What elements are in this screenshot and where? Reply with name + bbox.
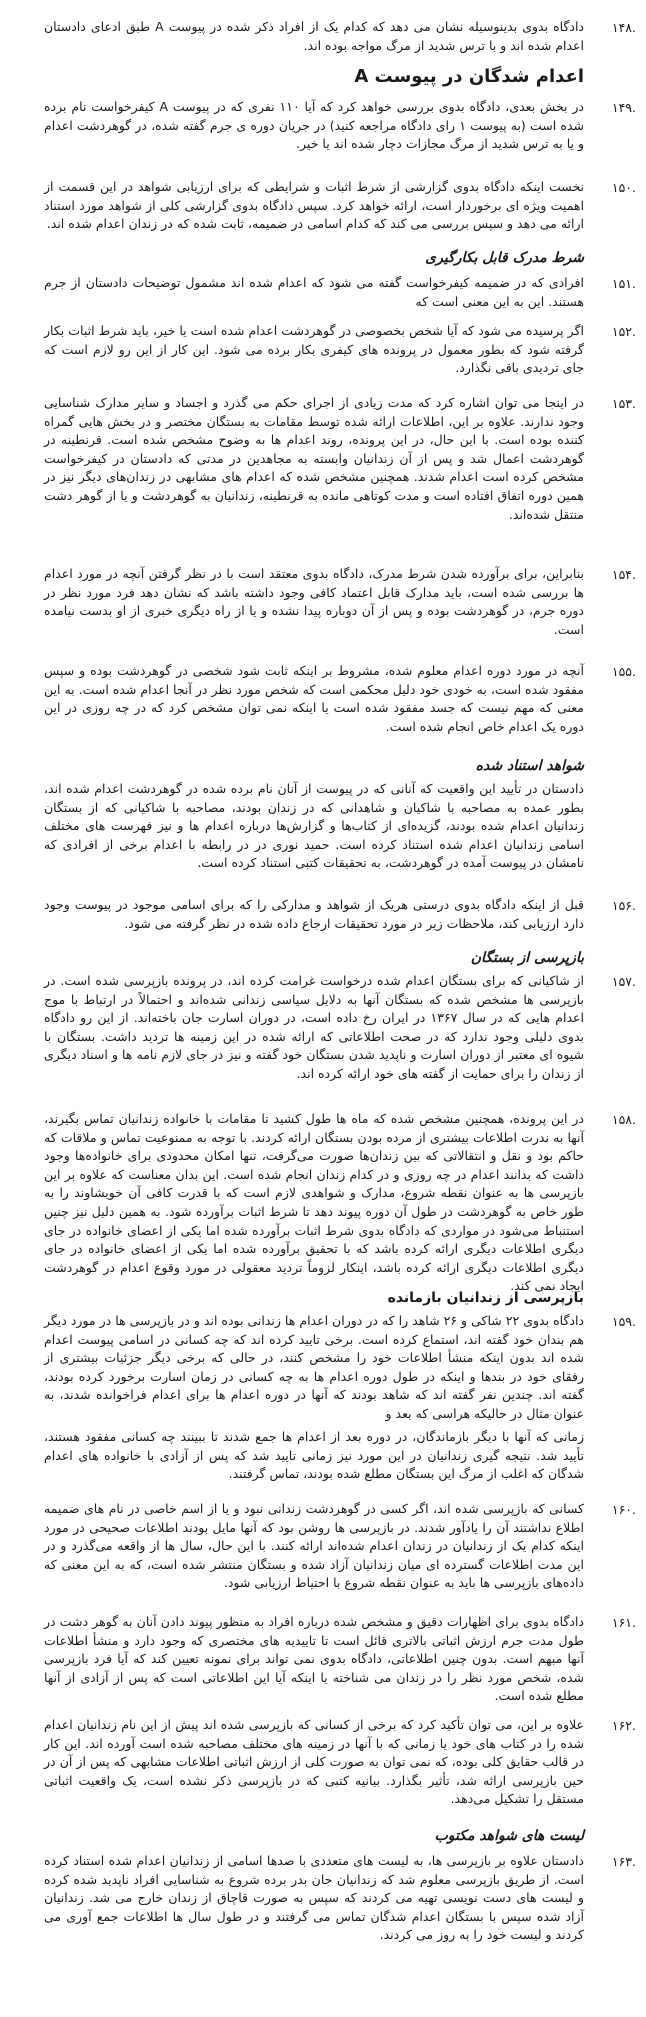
paragraph-text: کسانی که بازپرسی شده اند، اگر کسی در گوهردشت زندانی نبود و یا از اسم خاصی در نام های ضمیمه اطلاع نداشتند آن را یادآور شدند. در بازپرسی ها روشن بود که آنها مایل بودند اطلاعات صحیحی در مورد اینکه کدام یک از زندانیان در زندان اعدام شده‌اند ارائه کنند. با این حال، سال ها از واقعه می‌گذرد و در این مدت اطلاعات گسترده ای میان زندانیان آزاد شده و بستگان منتشر شده است، که به این معنی که داده‌های بازپرسی ها باید به عنوان نقطه شروع با احتیاط ارزیابی شود. [44, 1501, 584, 1591]
subheading-written-evidence-lists: لیست های شواهد مکتوب [434, 1828, 584, 1844]
paragraph-number: ۱۶۲. [611, 1718, 636, 1733]
paragraph-text: در اینجا می توان اشاره کرد که مدت زیادی از اجرای حکم می گذرد و اجساد و سایر مدارک شناسایی وجود ندارند. علاوه بر این، اطلاعات ارائه شده توسط مقامات به بستگان مختصر و در بخش هایی گمراه کننده بوده است. با این حال، در این پرونده، روند اعدام ها به وضوح مشخص شده است. قرنطینه در گوهردشت اعمال شد و پس از آن زندانیان وابسته به مجاهدین در مدتی که دادستان در کیفرخواست مشخص کرده است اعدام شدند. همچنین مشخص شده که اعدام های مشابهی در زندان‌های دیگر نیز در همین دوره اتفاق افتاده است و مدت کوتاهی مانده به قرنطینه، زندانیان به گوهردشت و یا از گوهر دشت منتقل شده‌اند. [44, 395, 584, 522]
paragraph-text: زمانی که آنها با دیگر بازماندگان، در دوره بعد از اعدام ها جمع شدند تا ببینند چه کسانی مفقود هستند، تأیید شد. نتیجه گیری زندانیان در این مورد نیز زمانی تایید شد که پس از آزادی با خانواده های اعدام شدگان که اغلب از مرگ این بستگان مطلع شده بودند، تماس گرفتند. [44, 1429, 584, 1482]
paragraph-number: ۱۵۲. [611, 324, 636, 339]
subheading-survivors-interrogation: بازپرسی از زندانیان بازمانده [387, 1290, 584, 1306]
paragraph-text: افرادی که در ضمیمه کیفرخواست گفته می شود که اعدام شده اند مشمول توضیحات دادستان از جرم هستند. این به این معنی است که [44, 275, 584, 309]
paragraph-text: نخست اینکه دادگاه بدوی گزارشی از شرط اثبات و شرایطی که برای ارزیابی شواهد در این قسمت از اهمیت ویژه ای برخوردار است، ارائه خواهد کرد. سپس دادگاه بدوی گزارشی کلی از شواهد مورد استناد ارائه می دهد و سپس بررسی می کند که کدام اسامی در ضمیمه، ثابت شده که در زندان اعدام شده اند. [44, 179, 584, 232]
paragraph-number: ۱۶۳. [611, 1854, 636, 1869]
paragraph-number: ۱۴۸. [611, 20, 636, 35]
paragraph-number: ۱۶۱. [611, 1615, 636, 1630]
paragraph-number: ۱۵۴. [611, 567, 636, 582]
paragraph-text: اگر پرسیده می شود که آیا شخص بخصوصی در گوهردشت اعدام شده است یا خیر، باید شرط اثبات بکار گرفته شود که بطور معمول در پرونده های کیفری بکار برده می شود. این کار از این رو لازم است که جای تردیدی باقی نگذارد. [44, 323, 584, 376]
paragraph-number: ۱۵۳. [611, 396, 636, 411]
paragraph-number: ۱۵۰. [611, 180, 636, 195]
paragraph-text: در این پرونده، همچنین مشخص شده که ماه ها طول کشید تا مقامات با خانواده زندانیان تماس بگیرند، آنها به ندرت اطلاعات بیشتری از مرده بودن بستگان ارائه کردند. با توجه به ممنوعیت تماس و ملاقات که حاکم بود و نقل و انتقالاتی که بین زندان‌ها صورت می‌گرفت، تنها امکان محدودی برای خانواده‌ها وجود داشت که بدانند اعدام در چه روزی و در کدام زندان انجام شده است. این بدان معناست که علاوه بر این بازپرسی ها به عنوان نقطه شروع، مدارک و شواهدی لازم است که با قدرت کافی آن خویشاوند را به طور خاص به گوهردشت در طول آن دوره پیوند دهد تا شرط اثبات برآورده شود. به همین دلیل نیز چنین استنباط می‌شود در مواردی که دادگاه بدوی شرط اثبات برآورده شده اما یکی از اعضای خانواده در جای دیگری اطلاعات دیگری ارائه کرده باشد که با تحقیق برآورده شده اما یکی از اعضای خانواده در جای دیگری اطلاعات دیگری ارائه کرده باشد، اینکار لزوماً تردید معقولی در مورد وقوع اعدام در گوهردشت ایجاد نمی کند. [44, 1111, 584, 1294]
paragraph-number: ۱۴۹. [611, 100, 636, 115]
paragraph-text: دادستان در تأیید این واقعیت که آنانی که در پیوست از آنان نام برده شده در گوهردشت اعدام شده اند، بطور عمده به مصاحبه با شاکیان و شاهدانی که در زندان بودند، مصاحبه با شاکیانی که از بستگان زندانیان اعدام شده بودند، گزیده‌ای از کتاب‌ها و گزارش‌ها درباره اعدام ها و نیز فهرست های مختلف اسامی زندانیان اعدام شده استناد کرده است. حمید نوری در در رابطه با اعدام برخی از افرادی که نامشان در پیوست آمده در گوهردشت، به تحقیقات کتبی استناد کرده است. [44, 781, 584, 871]
paragraph-text: قبل از اینکه دادگاه بدوی درستی هریک از شواهد و مدارکی را که برای اسامی موجود در پیوست وجود دارد ارزیابی کند، ملاحظات زیر در مورد تحقیقات ارجاع داده شده در نظر گرفته می شود. [44, 897, 584, 931]
paragraph-number: ۱۵۱. [611, 276, 636, 291]
paragraph-text: از شاکیانی که برای بستگان اعدام شده درخواست غرامت کرده اند، در پرونده بازپرسی شده است. در بازپرسی ها مشخص شده که بستگان آنها به دلایل سیاسی زندانی شده‌اند و احتمالاً در ارتباط با موج اعدام هایی که در سال ۱۳۶۷ در ایران رخ داده است، در دوران اسارت جان باخته‌اند. از این رو دادگاه بدوی دلیلی وجود ندارد که در صحت اطلاعاتی که ارائه شده در این زمینه ها تردید داشت. بستگان با شیوه ای معتبر از دوران اسارت و ناپدید شدن بستگان خود گفته و نیز در جای لازم نامه ها و اسناد دیگری از زندان را برای حمایت از گفته های خود ارائه کرده اند. [44, 973, 584, 1081]
paragraph-text: علاوه بر این، می توان تأکید کرد که برخی از کسانی که بازپرسی شده اند پیش از این نام زندانیان اعدام شده را در کتاب های خود یا زمانی که با آنها در زمینه های مختلف مصاحبه شده است آورده اند. این کار در قالب حقایق کلی بوده، که نمی توان به صورت کلی از ارزش اثباتی اطلاعات مشابهی که پس از آن در حین بازپرسی ارائه شد، تأثیر بگذارد. بیانیه کتبی که در بازپرسی ذکر نشده است، یک واقعیت اثباتی مستقل را تشکیل می‌دهد. [44, 1717, 584, 1807]
paragraph-number: ۱۵۵. [611, 664, 636, 679]
paragraph-number: ۱۵۶. [611, 898, 636, 913]
subheading-cited-evidence: شواهد استناد شده [475, 758, 584, 774]
subheading-evidence-requirement: شرط مدرک قابل بکارگیری [425, 250, 584, 266]
paragraph-text: دادستان علاوه بر بازپرسی ها، به لیست های متعددی با صدها اسامی از زندانیان اعدام شده استناد کرده است. از طریق بازپرسی معلوم شد که زندانیان جان بدر برده شروع به شناسایی افراد ناپدید شده کرده و لیست های دست نویسی تهیه می کردند که سپس به صورت قاچاق از زندان خارج می شد. زندانیان آزاد شده سپس با بستگان اعدام شدگان تماس می گرفتند و در طول سال ها اطلاعات جمع آوری می کردند و لیست خود را به روز می کردند. [44, 1853, 584, 1943]
paragraph-number: ۱۶۰. [611, 1502, 636, 1517]
subheading-relatives-interrogation: بازپرسی از بستگان [470, 950, 584, 966]
section-heading: اعدام شدگان در پیوست A [354, 66, 584, 87]
paragraph-text: بنابراین، برای برآورده شدن شرط مدرک، دادگاه بدوی معتقد است با در نظر گرفتن آنچه در مورد اعدام ها بررسی شده است، باید مدارک قابل اعتماد کافی وجود داشته باشد که نشان دهد فرد مورد نظر در دوره جرم، در گوهردشت بوده و پس از آن دوباره پیدا نشده و یا از راه دیگری خبری از او بدست نیامده است. [44, 566, 584, 637]
paragraph-text: آنچه در مورد دوره اعدام معلوم شده، مشروط بر اینکه ثابت شود شخصی در گوهردشت بوده و سپس مفقود شده است، به خودی خود دلیل محکمی است که شخص مورد نظر در آنجا اعدام شده است. به این معنی که مهم نیست که جسد مفقود شده است یا اینکه نمی توان مشخص کرد که در چه روزی در این دوره یک اعدام خاص انجام شده است. [44, 663, 584, 734]
paragraph-text: در بخش بعدی، دادگاه بدوی بررسی خواهد کرد که آیا ۱۱۰ نفری که در پیوست A کیفرخواست نام برده شده است (به پیوست ۱ رای دادگاه مراجعه کنید) در جریان دوره ی جرم گفته شده، در گوهردشت اعدام و یا به ترس شدید از مرگ مجازات دچار شده اند یا خیر. [44, 99, 584, 152]
paragraph-number: ۱۵۷. [611, 974, 636, 989]
paragraph-text: دادگاه بدوی برای اظهارات دقیق و مشخص شده درباره افراد به منظور پیوند دادن آنان به گوهر دشت در طول مدت جرم ارزش اثباتی بالاتری قائل است تا تاییدیه های مختصری که وجود دارد و منشأ اطلاعات آنها مبهم است. بدون چنین اطلاعاتی، دادگاه بدوی نمی تواند برای نمونه تعیین کند که آیا فرد بازپرسی شده، شخص مورد نظر را در زندان می شناخته یا اینکه آیا این اطلاعاتی است که پس از آزادی از آنها مطلع شده است. [44, 1614, 584, 1704]
paragraph-text: دادگاه بدوی بدینوسیله نشان می دهد که کدام یک از افراد ذکر شده در پیوست A طبق ادعای دادستان اعدام شده اند و با ترس شدید از مرگ مواجه بوده اند. [44, 19, 584, 53]
paragraph-text: دادگاه بدوی ۲۲ شاکی و ۲۶ شاهد را که در دوران اعدام ها زندانی بوده اند و در بازپرسی ها در مورد دیگر هم بندان خود گفته اند، استماع کرده است. برخی تایید کرده اند که چه کسانی در اسامی پیوست اعدام شده اند بدون اینکه منشأ اطلاعات خود را مشخص کنند، در حالی که برخی دیگر جزئیات بیشتری از رفقای خود در بندها و اینکه در طول دوره اعدام ها به چه کسانی در زمان اسارت برخورد کرده بودند، گفته اند. چندین نفر گفته اند که شاهد بودند که آنها در دوره اعدام ها برای اعدام فراخوانده شدند، به عنوان مثال در حالیکه هراسی که بعد و [44, 1313, 584, 1421]
paragraph-number: ۱۵۹. [611, 1314, 636, 1329]
paragraph-number: ۱۵۸. [611, 1112, 636, 1127]
